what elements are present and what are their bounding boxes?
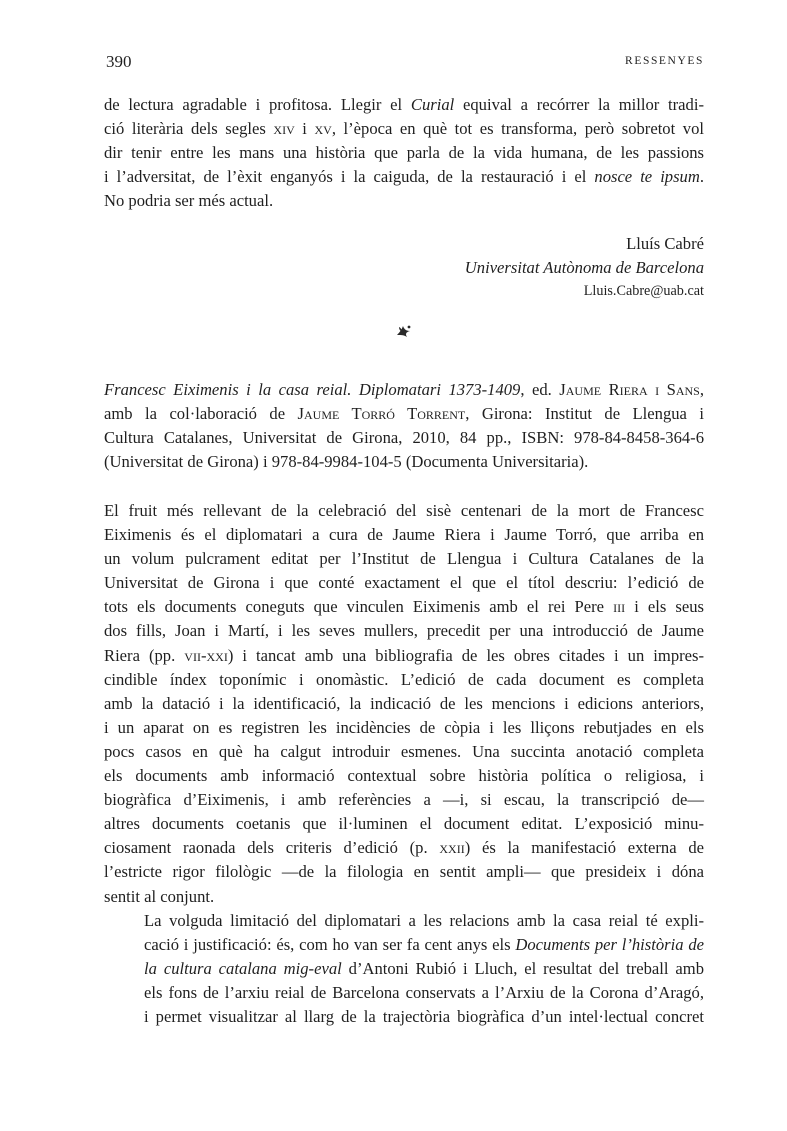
text-line: [104, 426, 704, 450]
text-run: ) i tancat amb una bibliografia de les obres citades i un impres-: [227, 645, 704, 665]
text-line: [104, 165, 704, 189]
text-run: ciosament raonada dels criteris d’edició (p.: [104, 838, 440, 858]
text-run: i un aparat on es registren les incidències de còpia i les lliçons rebutjades en els: [104, 717, 704, 737]
text-run: amb la col·laboració de: [104, 404, 298, 424]
text-run: i els seus: [625, 597, 704, 617]
text-run: pocs casos en què ha calgut introduir esmenes. Una succinta anotació completa: [104, 741, 704, 761]
body-paragraph: [104, 499, 704, 909]
text-run: La volguda limitació del diplomatari a les relacions amb la casa reial té expli-: [144, 910, 704, 930]
text-line: [104, 740, 704, 764]
text-line: [104, 860, 704, 884]
text-line: [104, 644, 704, 668]
text-line: [104, 547, 704, 571]
author-name: Lluís Cabré: [626, 234, 704, 253]
text-line: [104, 93, 704, 117]
text-run: El fruit més rellevant de la celebració del sisè centenari de la mort de Francesc: [104, 501, 704, 520]
text-line: [104, 933, 704, 957]
small-caps-run: Jaume Torró Torrent: [297, 404, 466, 424]
text-run: i l’adversitat, de l’èxit enganyós i la caiguda, de la restauració i el: [104, 167, 595, 187]
text-line: [104, 378, 704, 402]
small-caps-run: xiv: [273, 119, 295, 139]
review-signature: [104, 232, 704, 302]
text-run: cació i justificació: és, com ho van ser fa cent anys els: [144, 934, 516, 954]
text-run: de lectura agradable i profitosa. Llegir el: [104, 95, 411, 114]
text-run: , l’època en què tot es transforma, però sobretot vol: [331, 119, 704, 139]
text-run: ,: [699, 380, 704, 399]
text-run: , Girona: Institut de Llengua i: [465, 404, 704, 424]
text-run: No podria ser més actual.: [104, 191, 274, 211]
text-run: els documents amb informació contextual sobre història política o religiosa, i: [104, 766, 704, 786]
text-run: Cultura Catalanes, Universitat de Girona, 2010, 84 pp., ISBN: 978-84-8458-364-6: [104, 428, 704, 448]
text-run: ) és la manifestació externa de: [464, 838, 704, 858]
text-line: [104, 189, 704, 213]
text-run: dir tenir entre les mans una història que parla de la vida humana, de les passions: [104, 143, 704, 163]
text-line: [104, 523, 704, 547]
text-line: [104, 716, 704, 740]
text-run: Riera (pp.: [104, 645, 185, 665]
small-caps-run: xv: [314, 119, 332, 139]
text-line: [104, 1005, 704, 1029]
text-line: [104, 957, 704, 981]
text-run: els fons de l’arxiu reial de Barcelona conservats a l’Arxiu de la Corona d’Aragó,: [144, 982, 704, 1002]
author-email: Lluis.Cabre@uab.cat: [583, 283, 704, 299]
body-paragraph: [104, 909, 704, 1029]
text-line: [104, 595, 704, 619]
text-run: sentit al conjunt.: [104, 886, 215, 906]
text-line: [104, 141, 704, 165]
text-run: tots els documents coneguts que vinculen Eiximenis amb el rei Pere: [104, 597, 614, 617]
text-run: equival a recórrer la millor tradi-: [454, 95, 704, 114]
fleuron-icon: [394, 323, 414, 339]
text-line: [104, 117, 704, 141]
text-run: i: [294, 119, 315, 139]
citation-text: [104, 378, 704, 474]
review-body: [104, 499, 704, 1029]
text-run: i permet visualitzar al llarg de la trajectòria biogràfica d’un intel·lectual concret: [144, 1006, 704, 1026]
italic-run: nosce te ipsum: [594, 167, 700, 187]
text-run: (Universitat de Girona) i 978-84-9984-104-5 (Documenta Universitaria).: [104, 452, 589, 472]
text-run: cindible índex toponímic i onomàstic. L’edició de cada document es completa: [104, 669, 704, 689]
text-line: [104, 788, 704, 812]
text-line: [104, 909, 704, 933]
text-line: [104, 692, 704, 716]
text-line: [104, 812, 704, 836]
text-run: altres documents coetanis que il·luminen el document editat. L’exposició minu-: [104, 814, 704, 834]
author-affiliation: Universitat Autònoma de Barcelona: [464, 258, 704, 277]
intro-paragraph: [104, 93, 704, 213]
small-caps-run: Jaume Riera i Sans: [559, 380, 700, 399]
text-run: d’Antoni Rubió i Lluch, el resultat del treball amb: [341, 958, 704, 978]
running-header: [104, 52, 704, 72]
small-caps-run: vii-xxi: [184, 645, 228, 665]
text-line: [104, 668, 704, 692]
italic-run: Curial: [410, 95, 455, 114]
running-title: RESSENYES: [625, 55, 704, 67]
italic-run: Documents per l’història de: [515, 934, 704, 954]
text-line: [104, 619, 704, 643]
page-number: 390: [106, 52, 132, 71]
text-run: .: [699, 167, 704, 187]
text-line: [104, 571, 704, 595]
text-line: [104, 885, 704, 909]
review-citation: [104, 378, 704, 474]
text-line: [104, 499, 704, 523]
text-line: [104, 764, 704, 788]
text-run: Universitat de Girona i que conté exactament el que el títol descriu: l’edició de: [104, 573, 704, 593]
text-run: , ed.: [520, 380, 560, 399]
text-line: [104, 450, 704, 474]
text-run: un volum pulcrament editat per l’Institut de Llengua i Cultura Catalanes de la: [104, 549, 704, 569]
text-run: amb la datació i la identificació, la indicació de les mencions i edicions anteriors,: [104, 693, 704, 713]
italic-run: Francesc Eiximenis i la casa reial. Diplomatari 1373-1409: [104, 380, 521, 399]
italic-run: la cultura catalana mig-eval: [144, 958, 342, 978]
text-run: l’estricte rigor filològic —de la filologia en sentit ampli— que presideix i dóna: [104, 862, 704, 882]
text-line: [104, 836, 704, 860]
small-caps-run: iii: [613, 597, 626, 617]
text-line: [104, 981, 704, 1005]
text-run: biogràfica d’Eiximenis, i amb referències a —i, si escau, la transcripció de—: [104, 790, 704, 810]
text-run: dos fills, Joan i Martí, i les seves mullers, precedit per una introducció de Jaume: [104, 621, 704, 641]
text-run: Eiximenis és el diplomatari a cura de Jaume Riera i Jaume Torró, que arriba en: [104, 525, 704, 545]
small-caps-run: xxii: [439, 838, 465, 858]
text-line: [104, 402, 704, 426]
paragraph: [104, 93, 704, 213]
text-run: ció literària dels segles: [104, 119, 274, 139]
